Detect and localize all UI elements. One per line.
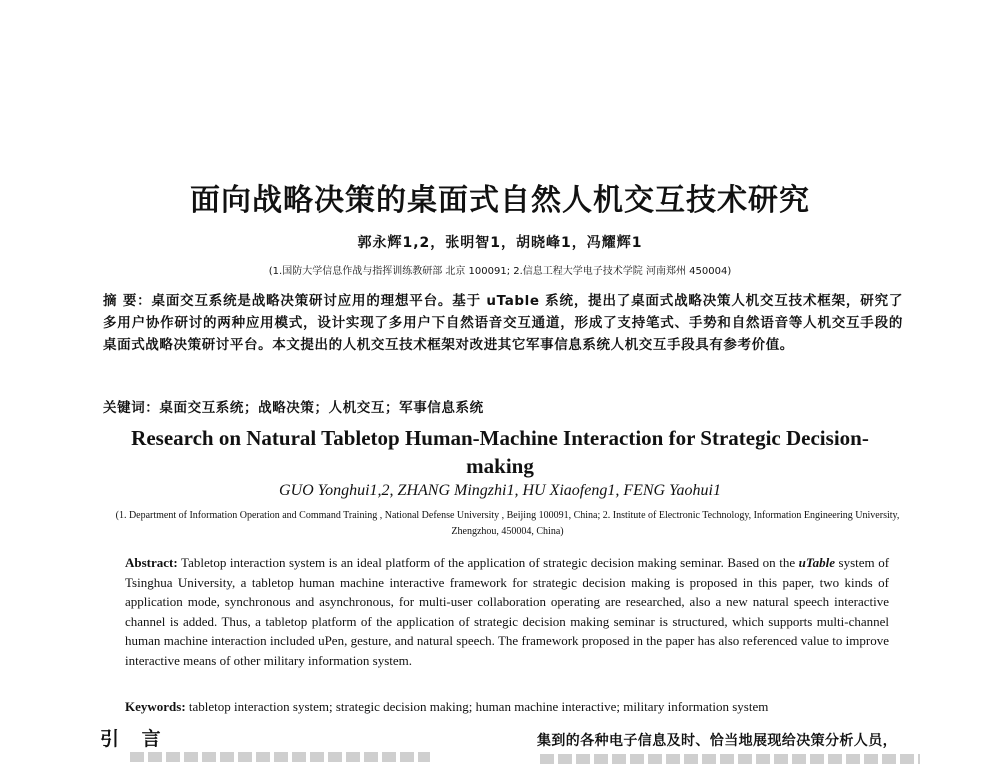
chinese-abstract-label: 摘 要： [103,293,152,309]
chinese-title: 面向战略决策的桌面式自然人机交互技术研究 [190,183,810,218]
english-affiliation: (1. Department of Information Operation and Command Training , National Defense University , Beijing 100091, China; 2. Institute of Electronic Technology, Information Engineering University, Zhengzhou, 450004, China) [115,510,900,537]
section-heading-introduction: 引 言 [100,728,169,750]
english-keywords [125,699,889,715]
chinese-abstract-text: 桌面交互系统是战略决策研讨应用的理想平台。基于 uTable 系统，提出了桌面式战略决策人机交互技术框架，研究了多用户协作研讨的两种应用模式，设计实现了多用户下自然语音交互通道，形成了支持笔式、手势和自然语音等人机交互手段的桌面式战略决策研讨平台。本文提出的人机交互技术框架对改进其它军事信息系统人机交互手段具有参考价值。 [103,293,903,353]
right-column-text: 集到的各种电子信息及时、恰当地展现给决策分析人员， [537,733,897,749]
english-abstract-utable: uTable [798,555,835,570]
chinese-keywords-label: 关键词： [103,400,160,416]
english-authors: GUO Yonghui1,2, ZHANG Mingzhi1, HU Xiaofeng1, FENG Yaohui1 [279,482,721,499]
left-column-cut-text [130,752,430,762]
chinese-affiliation: (1.国防大学信息作战与指挥训练教研部 北京 100091; 2.信息工程大学电子技术学院 河南郑州 450004) [268,266,732,277]
english-keywords-label: Keywords: [125,699,186,714]
english-abstract [125,553,889,670]
english-abstract-text-1: Tabletop interaction system is an ideal platform of the application of strategic decision making seminar. Based on the [181,555,796,570]
chinese-keywords-text: 桌面交互系统；战略决策；人机交互；军事信息系统 [159,400,484,416]
chinese-authors: 郭永辉1,2，张明智1，胡晓峰1，冯耀辉1 [357,235,643,251]
english-abstract-text-2: system of Tsinghua University, a tabletop human machine interactive framework for strategic decision making is proposed in this paper, two kinds of application mode, synchronous and asynchronous, for multi-user collaboration operating are researched, also a new natural speech interactive channel is added. Thus, a tabletop platform of the application of strategic decision making seminar is structured, which supports multi-channel human machine interaction included uPen, gesture, and natural speech. The framework proposed in the paper has also referenced value to improve interactive means of other military information system. [125,555,890,668]
english-abstract-label: Abstract: [125,555,178,570]
chinese-abstract [103,290,903,356]
right-column-cut-text [540,754,920,764]
english-keywords-text: tabletop interaction system; strategic decision making; human machine interactive; military information system [188,699,769,714]
english-title: Research on Natural Tabletop Human-Machine Interaction for Strategic Decision-making [131,426,869,478]
chinese-keywords [103,396,903,416]
